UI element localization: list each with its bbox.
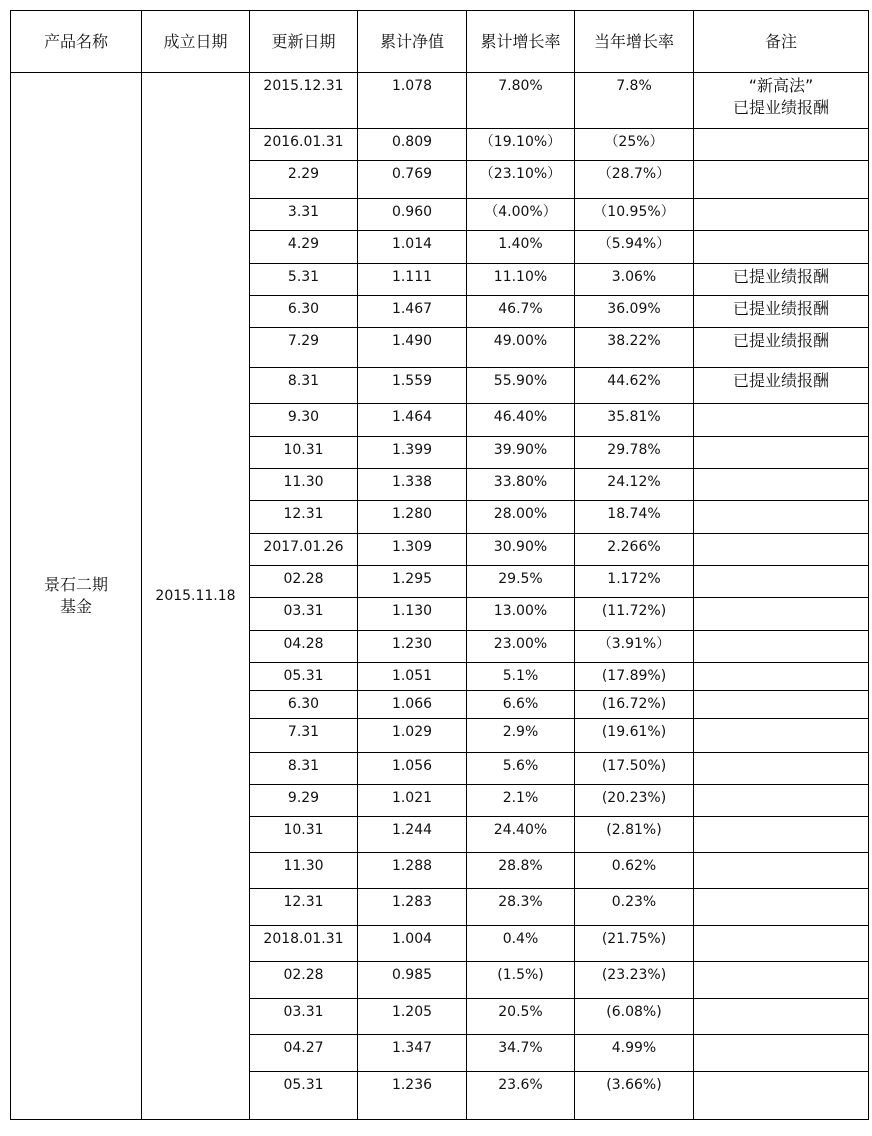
row-remarks (694, 663, 869, 691)
row-ytd-growth: (17.89%) (575, 663, 694, 691)
row-ytd-growth: (3.66%) (575, 1072, 694, 1120)
row-ytd-growth: （3.91%） (575, 631, 694, 663)
row-ytd-growth: 2.266% (575, 534, 694, 566)
row-remarks (694, 437, 869, 469)
row-cumulative-nav: 0.769 (358, 161, 467, 199)
header-established-date: 成立日期 (142, 11, 250, 73)
row-remarks (694, 129, 869, 161)
row-remarks: 已提业绩报酬 (694, 296, 869, 328)
row-cumulative-growth: 20.5% (467, 999, 575, 1035)
row-remarks (694, 631, 869, 663)
row-remarks (694, 1035, 869, 1072)
row-update-date: 04.28 (250, 631, 358, 663)
row-cumulative-nav: 1.244 (358, 817, 467, 853)
row-cumulative-growth: 49.00% (467, 328, 575, 368)
row-ytd-growth: （5.94%） (575, 231, 694, 264)
row-cumulative-growth: 46.7% (467, 296, 575, 328)
row-cumulative-growth: （23.10%） (467, 161, 575, 199)
row-ytd-growth: 35.81% (575, 404, 694, 437)
row-cumulative-growth: 13.00% (467, 598, 575, 631)
row-cumulative-growth: 55.90% (467, 368, 575, 404)
row-cumulative-nav: 1.111 (358, 264, 467, 296)
row-remarks (694, 161, 869, 199)
row-cumulative-growth: 30.90% (467, 534, 575, 566)
row-remarks (694, 719, 869, 753)
table-body (11, 73, 869, 1120)
row-ytd-growth: (20.23%) (575, 785, 694, 817)
row-remarks (694, 889, 869, 926)
row-ytd-growth: 44.62% (575, 368, 694, 404)
row-cumulative-growth: 5.6% (467, 753, 575, 785)
row-update-date: 5.31 (250, 264, 358, 296)
row-update-date: 10.31 (250, 437, 358, 469)
row-cumulative-nav: 1.283 (358, 889, 467, 926)
row-cumulative-growth: 23.00% (467, 631, 575, 663)
row-remarks (694, 469, 869, 501)
row-remarks (694, 817, 869, 853)
row-update-date: 3.31 (250, 199, 358, 231)
row-update-date: 4.29 (250, 231, 358, 264)
fund-nav-table (10, 10, 869, 1120)
row-cumulative-nav: 1.338 (358, 469, 467, 501)
row-cumulative-growth: （4.00%） (467, 199, 575, 231)
row-update-date: 7.31 (250, 719, 358, 753)
row-ytd-growth: (2.81%) (575, 817, 694, 853)
row-update-date: 02.28 (250, 962, 358, 999)
row-cumulative-growth: 34.7% (467, 1035, 575, 1072)
row-cumulative-nav: 1.066 (358, 691, 467, 719)
row-update-date: 2018.01.31 (250, 926, 358, 962)
row-cumulative-nav: 1.288 (358, 853, 467, 889)
row-cumulative-nav: 0.960 (358, 199, 467, 231)
row-ytd-growth: （25%） (575, 129, 694, 161)
row-remarks: “新高法” 已提业绩报酬 (694, 73, 869, 129)
row-update-date: 12.31 (250, 889, 358, 926)
header-update-date: 更新日期 (250, 11, 358, 73)
row-update-date: 03.31 (250, 999, 358, 1035)
row-update-date: 2.29 (250, 161, 358, 199)
row-update-date: 9.29 (250, 785, 358, 817)
row-ytd-growth: (16.72%) (575, 691, 694, 719)
row-cumulative-nav: 1.205 (358, 999, 467, 1035)
row-cumulative-nav: 1.490 (358, 328, 467, 368)
row-remarks (694, 926, 869, 962)
row-update-date: 6.30 (250, 296, 358, 328)
row-ytd-growth: (11.72%) (575, 598, 694, 631)
row-cumulative-nav: 1.014 (358, 231, 467, 264)
row-cumulative-nav: 1.236 (358, 1072, 467, 1120)
row-cumulative-growth: 46.40% (467, 404, 575, 437)
row-cumulative-growth: 39.90% (467, 437, 575, 469)
row-ytd-growth: 3.06% (575, 264, 694, 296)
row-cumulative-growth: (1.5%) (467, 962, 575, 999)
row-remarks (694, 962, 869, 999)
row-cumulative-growth: 29.5% (467, 566, 575, 598)
row-ytd-growth: (23.23%) (575, 962, 694, 999)
row-remarks (694, 231, 869, 264)
row-update-date: 05.31 (250, 1072, 358, 1120)
row-cumulative-growth: （19.10%） (467, 129, 575, 161)
row-ytd-growth: 1.172% (575, 566, 694, 598)
row-remarks (694, 199, 869, 231)
row-update-date: 12.31 (250, 501, 358, 534)
row-cumulative-nav: 1.230 (358, 631, 467, 663)
row-cumulative-growth: 24.40% (467, 817, 575, 853)
row-cumulative-nav: 1.309 (358, 534, 467, 566)
row-remarks (694, 691, 869, 719)
row-cumulative-nav: 1.347 (358, 1035, 467, 1072)
row-cumulative-growth: 5.1% (467, 663, 575, 691)
row-update-date: 2015.12.31 (250, 73, 358, 129)
row-ytd-growth: （10.95%） (575, 199, 694, 231)
row-cumulative-nav: 1.295 (358, 566, 467, 598)
row-cumulative-growth: 7.80% (467, 73, 575, 129)
row-remarks: 已提业绩报酬 (694, 264, 869, 296)
row-ytd-growth: 0.23% (575, 889, 694, 926)
row-update-date: 02.28 (250, 566, 358, 598)
row-cumulative-nav: 1.464 (358, 404, 467, 437)
row-cumulative-nav: 1.004 (358, 926, 467, 962)
row-cumulative-nav: 1.021 (358, 785, 467, 817)
header-ytd-growth: 当年增长率 (575, 11, 694, 73)
header-cumulative-growth: 累计增长率 (467, 11, 575, 73)
row-remarks (694, 534, 869, 566)
fund-table-container (10, 10, 869, 1120)
row-remarks (694, 853, 869, 889)
row-remarks (694, 404, 869, 437)
row-cumulative-nav: 0.985 (358, 962, 467, 999)
header-product-name: 产品名称 (11, 11, 142, 73)
header-row (11, 11, 869, 73)
row-cumulative-nav: 1.056 (358, 753, 467, 785)
row-remarks: 已提业绩报酬 (694, 328, 869, 368)
row-cumulative-growth: 23.6% (467, 1072, 575, 1120)
row-ytd-growth: (19.61%) (575, 719, 694, 753)
row-remarks (694, 1072, 869, 1120)
row-ytd-growth: (17.50%) (575, 753, 694, 785)
row-cumulative-nav: 1.130 (358, 598, 467, 631)
row-update-date: 9.30 (250, 404, 358, 437)
row-update-date: 11.30 (250, 469, 358, 501)
row-cumulative-nav: 1.399 (358, 437, 467, 469)
row-cumulative-nav: 1.280 (358, 501, 467, 534)
row-ytd-growth: 24.12% (575, 469, 694, 501)
row-ytd-growth: 18.74% (575, 501, 694, 534)
row-cumulative-growth: 33.80% (467, 469, 575, 501)
row-ytd-growth: （28.7%） (575, 161, 694, 199)
header-cumulative-nav: 累计净值 (358, 11, 467, 73)
row-update-date: 03.31 (250, 598, 358, 631)
row-ytd-growth: 36.09% (575, 296, 694, 328)
table-row (11, 73, 869, 129)
product-name-cell: 景石二期 基金 (11, 73, 142, 1120)
row-cumulative-growth: 11.10% (467, 264, 575, 296)
row-cumulative-nav: 1.051 (358, 663, 467, 691)
row-cumulative-nav: 0.809 (358, 129, 467, 161)
row-update-date: 11.30 (250, 853, 358, 889)
established-date-cell: 2015.11.18 (142, 73, 250, 1120)
row-cumulative-nav: 1.029 (358, 719, 467, 753)
row-cumulative-growth: 6.6% (467, 691, 575, 719)
row-update-date: 6.30 (250, 691, 358, 719)
row-cumulative-nav: 1.467 (358, 296, 467, 328)
row-cumulative-growth: 2.9% (467, 719, 575, 753)
row-cumulative-growth: 28.8% (467, 853, 575, 889)
row-remarks (694, 501, 869, 534)
row-cumulative-growth: 28.00% (467, 501, 575, 534)
row-cumulative-growth: 1.40% (467, 231, 575, 264)
row-ytd-growth: (6.08%) (575, 999, 694, 1035)
row-update-date: 2017.01.26 (250, 534, 358, 566)
row-ytd-growth: 38.22% (575, 328, 694, 368)
row-cumulative-growth: 0.4% (467, 926, 575, 962)
row-update-date: 2016.01.31 (250, 129, 358, 161)
row-ytd-growth: 7.8% (575, 73, 694, 129)
row-ytd-growth: 0.62% (575, 853, 694, 889)
row-update-date: 7.29 (250, 328, 358, 368)
row-remarks (694, 999, 869, 1035)
row-update-date: 8.31 (250, 753, 358, 785)
row-remarks (694, 753, 869, 785)
row-ytd-growth: (21.75%) (575, 926, 694, 962)
row-ytd-growth: 29.78% (575, 437, 694, 469)
row-update-date: 10.31 (250, 817, 358, 853)
row-update-date: 8.31 (250, 368, 358, 404)
row-ytd-growth: 4.99% (575, 1035, 694, 1072)
row-cumulative-growth: 28.3% (467, 889, 575, 926)
row-remarks (694, 598, 869, 631)
row-remarks: 已提业绩报酬 (694, 368, 869, 404)
header-remarks: 备注 (694, 11, 869, 73)
row-remarks (694, 566, 869, 598)
row-cumulative-growth: 2.1% (467, 785, 575, 817)
row-update-date: 05.31 (250, 663, 358, 691)
row-update-date: 04.27 (250, 1035, 358, 1072)
row-cumulative-nav: 1.078 (358, 73, 467, 129)
row-cumulative-nav: 1.559 (358, 368, 467, 404)
row-remarks (694, 785, 869, 817)
